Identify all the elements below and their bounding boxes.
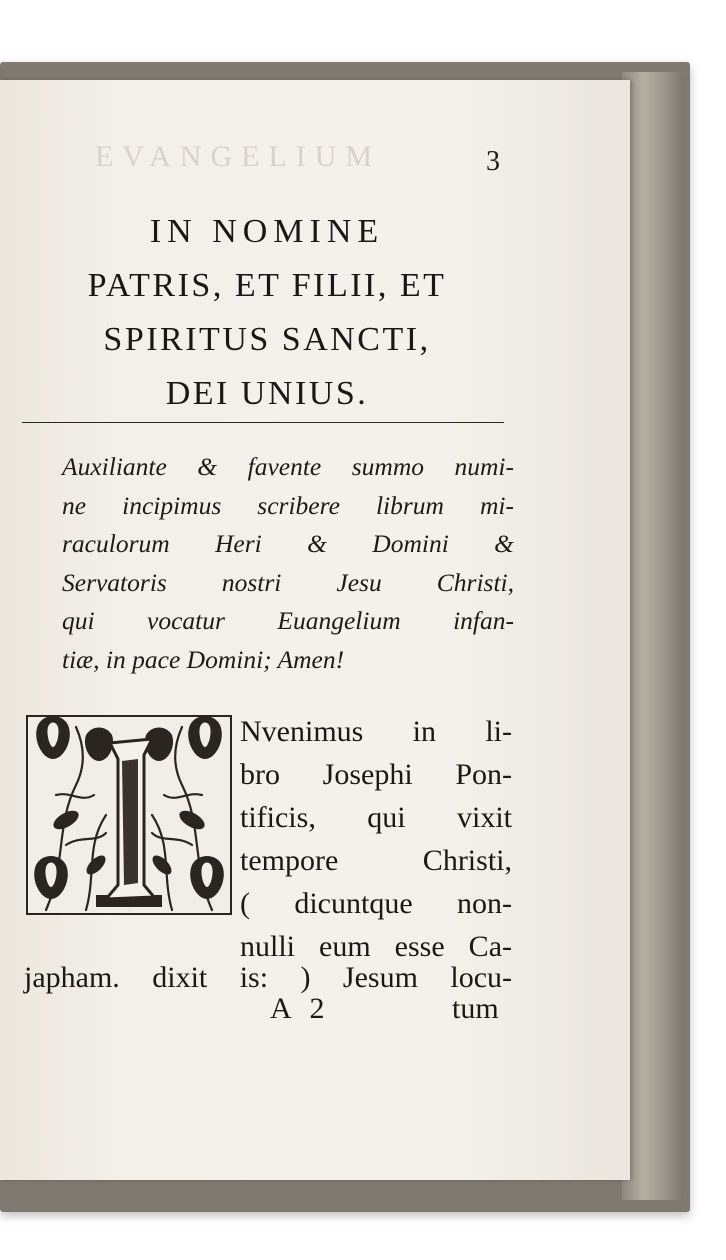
body-line: japham. dixit is: ) Jesum locu- <box>24 961 512 994</box>
body-line: tempore Christi, <box>240 844 512 877</box>
intro-paragraph <box>62 448 514 679</box>
title-line: IN NOMINE <box>149 213 385 250</box>
title-line: SPIRITUS SANCTI, <box>103 321 431 358</box>
intro-line: qui vocatur Euangelium infan- <box>62 606 514 635</box>
signature-mark: A 2 <box>270 992 331 1025</box>
body-line: tificis, qui vixit <box>240 801 512 834</box>
intro-line: ne incipimus scribere librum mi- <box>62 490 514 520</box>
intro-line: Auxiliante & favente summo numi- <box>62 452 514 481</box>
intro-line: tiæ, in pace Domini; Amen! <box>62 644 345 674</box>
body-line: nulli eum esse Ca- <box>240 930 512 963</box>
show-through-heading: EVANGELIUM <box>95 140 382 173</box>
body-line: Nvenimus in li- <box>240 715 512 748</box>
initial-letter-text: I <box>129 910 130 912</box>
title-line: DEI UNIUS. <box>165 375 369 412</box>
page-number: 3 <box>486 146 500 177</box>
page-title <box>12 205 522 421</box>
intro-line: Servatoris nostri Jesu Christi, <box>62 567 514 597</box>
body-paragraph-continued <box>24 956 512 999</box>
body-line: ( dicuntque non- <box>240 887 512 920</box>
body-line: bro Josephi Pon- <box>240 758 512 791</box>
book-fore-edge <box>622 72 684 1200</box>
decorated-initial-letter <box>26 715 232 915</box>
intro-line: raculorum Heri & Domini & <box>62 529 514 558</box>
catchword: tum <box>452 992 499 1025</box>
horizontal-rule <box>22 422 504 423</box>
title-line: PATRIS, ET FILII, ET <box>87 267 447 304</box>
body-paragraph <box>240 710 512 968</box>
